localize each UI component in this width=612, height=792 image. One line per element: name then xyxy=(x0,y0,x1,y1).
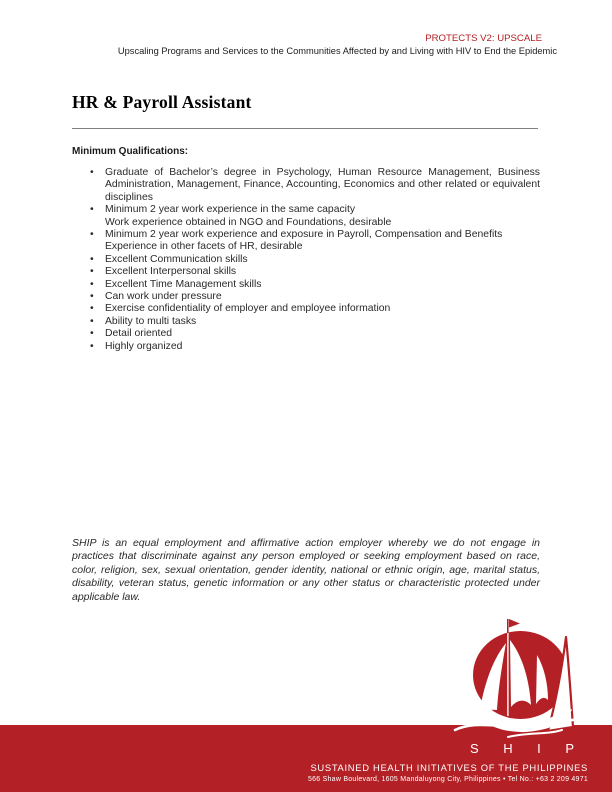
deck-window-icon xyxy=(509,713,513,717)
qualification-item xyxy=(72,291,540,303)
eeo-statement: SHIP is an equal employment and affirmative action employer whereby we do not engage in practices that discriminate against any person employed or seeking employment based on race, color, religion, sex, sexual orientation, gender identity, national or ethnic origin, age, marital status, disability, veteran status, genetic information or any other status or characteristic protected under applicable law. xyxy=(72,537,540,603)
document-header xyxy=(118,33,557,57)
qualification-text: • Exercise confidentiality of employer and employee information xyxy=(105,303,391,315)
qualifications-list xyxy=(72,167,540,353)
ship-wordmark xyxy=(470,741,574,756)
deck-window-icon xyxy=(522,714,526,718)
ship-logo-icon xyxy=(452,616,592,742)
mast-icon xyxy=(507,633,508,716)
qualification-item xyxy=(72,266,540,278)
qualification-text: • Detail oriented xyxy=(105,328,173,340)
flag-pole-icon xyxy=(507,619,509,634)
qualification-text: • Graduate of Bachelor’s degree in Psychology, Human Resource Management, Business Administration, Management, Finance, Accounting, Economics and other related or equivalent disciplines xyxy=(105,167,540,203)
qualification-text: • Minimum 2 year work experience in the same capacity xyxy=(105,204,356,216)
qualification-text: • Minimum 2 year work experience and exposure in Payroll, Compensation and Benefits xyxy=(105,229,503,241)
org-name: SUSTAINED HEALTH INITIATIVES OF THE PHILIPPINES xyxy=(310,762,588,773)
org-address: 566 Shaw Boulevard, 1605 Mandaluyong City, Philippines • Tel No.: +63 2 209 4971 xyxy=(307,775,588,783)
qualification-subtext: Experience in other facets of HR, desirable xyxy=(105,241,303,253)
qualification-text: • Excellent Time Management skills xyxy=(105,278,262,290)
program-subtitle: Upscaling Programs and Services to the Communities Affected by and Living with HIV to End the Epidemic xyxy=(117,46,557,56)
title-divider xyxy=(72,128,538,129)
ship-wordmark-letter: S xyxy=(470,741,479,756)
qualification-item xyxy=(72,204,540,229)
ship-wordmark-letter: I xyxy=(537,741,541,756)
qualification-text: • Can work under pressure xyxy=(105,291,222,303)
ship-wordmark-letter: P xyxy=(565,741,574,756)
qualification-item xyxy=(72,229,540,254)
ship-wordmark-letter: H xyxy=(503,741,513,756)
qualification-item xyxy=(72,328,540,340)
qualification-item xyxy=(72,167,540,204)
qualification-subtext: Work experience obtained in NGO and Foundations, desirable xyxy=(105,216,392,228)
qualification-item xyxy=(72,279,540,291)
qualification-text: • Excellent Interpersonal skills xyxy=(105,266,237,278)
qualification-text: • Highly organized xyxy=(105,340,183,352)
deck-window-icon xyxy=(516,714,520,718)
qualification-text: • Ability to multi tasks xyxy=(105,315,197,327)
qualification-item xyxy=(72,341,540,353)
qualification-item xyxy=(72,316,540,328)
qualification-item xyxy=(72,254,540,266)
program-title: PROTECTS V2: UPSCALE xyxy=(425,33,542,44)
footer-contact-block xyxy=(308,762,588,783)
qualification-text: • Excellent Communication skills xyxy=(105,253,248,265)
flag-icon xyxy=(509,619,520,628)
qualification-item xyxy=(72,303,540,315)
page-title: HR & Payroll Assistant xyxy=(72,92,252,112)
qualifications-heading: Minimum Qualifications: xyxy=(72,146,189,157)
